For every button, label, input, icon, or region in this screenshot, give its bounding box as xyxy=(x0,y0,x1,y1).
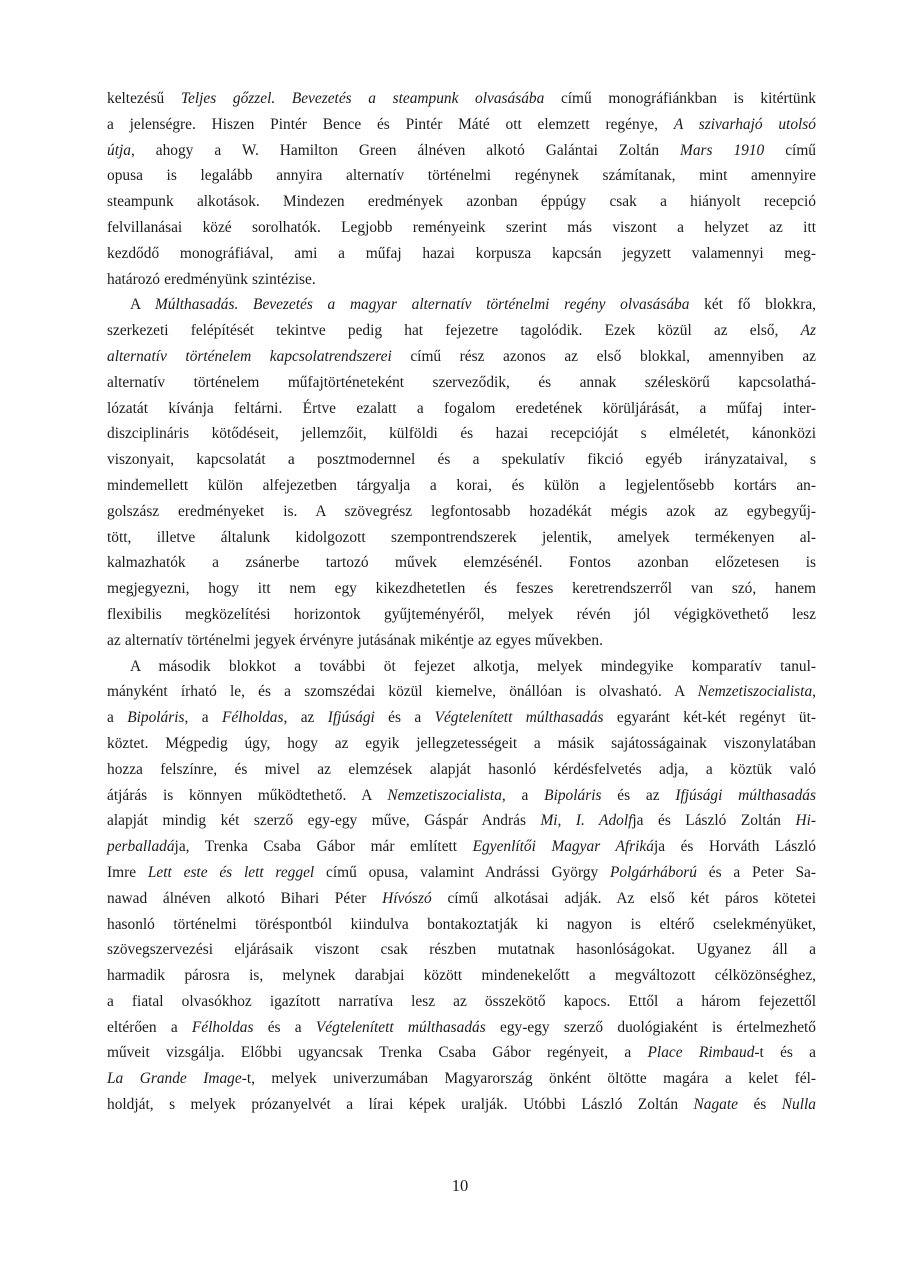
text-run: a jelenségre. Hiszen Pintér Bence és Pintér Máté ott elemzett regénye, xyxy=(107,115,674,133)
text-run: viszonyait, kapcsolatát a posztmodernnel és a spekulatív fikció egyéb irányzataival, s xyxy=(107,451,816,469)
text-line xyxy=(107,628,816,654)
italic-text-run: Bipoláris xyxy=(544,786,602,804)
italic-text-run: Mars 1910 xyxy=(680,141,765,159)
text-run: és xyxy=(738,1096,782,1114)
italic-text-run: Nemzetiszocialista xyxy=(387,786,502,804)
italic-text-run: Az xyxy=(800,322,816,340)
text-line xyxy=(107,602,816,628)
italic-text-run: Ifjúsági xyxy=(327,709,375,727)
text-run: alternatív történelem műfajtörténeteként szerveződik, és annak széleskörű kapcsolathá- xyxy=(107,373,816,391)
text-run: golszász eredményeket is. A szövegrész legfontosabb hozadékát mégis azok az egybegyűj- xyxy=(107,502,816,520)
text-run: hasonló történelmi töréspontból kiindulva bontakoztatják ki nagyon is eltérő cselekményüket, xyxy=(107,915,816,933)
italic-text-run: Mi, I. Adolf xyxy=(540,812,633,830)
text-run: tött, illetve általunk kidolgozott szempontrendszerek jelentik, amelyek termékenyen al- xyxy=(107,528,816,546)
text-run: szerkezeti felépítését tekintve pedig hat fejezetre tagolódik. Ezek közül az első, xyxy=(107,322,801,340)
text-line xyxy=(107,499,816,525)
text-line xyxy=(107,292,816,318)
text-run: műveit vizsgálja. Előbbi ugyancsak Trenka Csaba Gábor regényeit, a xyxy=(107,1044,648,1062)
text-line xyxy=(107,783,816,809)
text-run: megjegyezni, hogy itt nem egy kikezdhetetlen és feszes keretrendszerről van szó, hanem xyxy=(107,580,816,598)
text-run: egy-egy szerző duológiaként is értelmezhető xyxy=(485,1018,816,1036)
text-line xyxy=(107,344,816,370)
text-line xyxy=(107,1015,816,1041)
italic-text-run: Nemzetiszocialista xyxy=(697,683,813,701)
text-run: lózatát kívánja feltárni. Értve ezalatt a fogalom eredetének körüljárását, a műfaj inter- xyxy=(107,399,816,417)
text-run: ja és Horváth László xyxy=(653,838,816,856)
text-run: , a xyxy=(501,786,545,804)
italic-text-run: Félholdas xyxy=(221,709,284,727)
text-run: steampunk alkotások. Mindezen eredmények azonban éppúgy csak a hiányolt recepció xyxy=(107,193,816,211)
text-line xyxy=(107,757,816,783)
italic-text-run: Hívószó xyxy=(382,889,432,907)
italic-text-run: Bipoláris xyxy=(127,709,185,727)
text-run: egyaránt két-két regényt üt- xyxy=(603,709,816,727)
text-line xyxy=(107,525,816,551)
text-line xyxy=(107,1066,816,1092)
text-run: keltezésű xyxy=(107,90,181,107)
text-line xyxy=(107,860,816,886)
text-run: című rész azonos az első blokkal, amennyiben az xyxy=(391,347,816,365)
paragraph xyxy=(107,292,816,653)
text-line xyxy=(107,473,816,499)
text-run: határozó eredményünk szintézise. xyxy=(107,270,316,288)
italic-text-run: Félholdas xyxy=(191,1018,254,1036)
text-run: flexibilis megközelítési horizontok gyűjteményéről, melyek révén jól végigkövethető lesz xyxy=(107,605,816,623)
text-line xyxy=(107,267,816,293)
text-run: átjárás is könnyen működtethető. A xyxy=(107,786,388,804)
text-line xyxy=(107,834,816,860)
text-run: , xyxy=(812,683,816,701)
text-line xyxy=(107,963,816,989)
italic-text-run: Egyenlítői Magyar Afriká xyxy=(472,838,654,856)
text-line xyxy=(107,447,816,473)
text-run: nawad álnéven alkotó Bihari Péter xyxy=(107,889,383,907)
text-run: mányként írható le, és a szomszédai közül kiemelve, önállóan is olvasható. A xyxy=(107,683,698,701)
text-run: című monográfiánkban is kitértünk xyxy=(544,90,816,107)
text-run: és a xyxy=(374,709,435,727)
text-run: A xyxy=(130,296,155,314)
text-run: , a xyxy=(184,709,222,727)
italic-text-run: perballadá xyxy=(107,838,175,856)
text-line xyxy=(107,989,816,1015)
italic-text-run: Lett este és lett reggel xyxy=(147,863,315,881)
text-line xyxy=(107,705,816,731)
text-line xyxy=(107,937,816,963)
italic-text-run: La Grande Image xyxy=(107,1070,242,1088)
italic-text-run: Nulla xyxy=(781,1096,816,1114)
paragraph xyxy=(107,654,816,1118)
text-run: és a Peter Sa- xyxy=(696,863,816,881)
text-line xyxy=(107,138,816,164)
text-run: felvillanásai közé sorolhatók. Legjobb reményeink szerint más viszont a helyzet az itt xyxy=(107,218,816,236)
text-run: , az xyxy=(283,709,328,727)
text-run: diszciplináris kötődéseit, jellemzőit, külföldi és hazai recepcióját s elméletét, kánonközi xyxy=(107,425,816,443)
italic-text-run: Múlthasadás. Bevezetés a magyar alternatív történelmi regény olvasásába xyxy=(154,296,690,314)
text-run: a fiatal olvasókhoz igazított narratíva lesz az összekötő kapocs. Ettől a három fejezettől xyxy=(107,992,816,1010)
italic-text-run: Végtelenített múlthasadás xyxy=(315,1018,486,1036)
italic-text-run: Place Rimbaud xyxy=(647,1044,755,1062)
text-run: című xyxy=(764,141,816,159)
italic-text-run: A szivarhajó utolsó xyxy=(673,115,816,133)
italic-text-run: Teljes gőzzel. Bevezetés a steampunk olvasásába xyxy=(180,90,545,107)
text-line xyxy=(107,550,816,576)
text-run: mindemellett külön alfejezetben tárgyalja a korai, és külön a legjelentősebb kortárs an- xyxy=(107,476,816,494)
text-run: eltérően a xyxy=(107,1018,192,1036)
text-run: -t és a xyxy=(754,1044,817,1062)
italic-text-run: útja xyxy=(107,141,131,159)
text-run: és a xyxy=(253,1018,316,1036)
text-run: szövegszervezési eljárásaik viszont csak részben mutatnak hasonlóságokat. Ugyanez áll a xyxy=(107,941,816,959)
text-run: a xyxy=(107,709,128,727)
text-run: Imre xyxy=(107,863,148,881)
paragraph xyxy=(107,86,816,292)
text-run: A második blokkot a további öt fejezet alkotja, melyek mindegyike komparatív tanul- xyxy=(130,657,816,675)
text-run: harmadik párosra is, melynek darabjai között mindenekelőtt a megváltozott célközönséghez, xyxy=(107,967,816,985)
text-line xyxy=(107,886,816,912)
text-run: ja, Trenka Csaba Gábor már említett xyxy=(174,838,473,856)
text-line xyxy=(107,654,816,680)
text-block xyxy=(107,86,816,1118)
italic-text-run: Polgárháború xyxy=(610,863,697,881)
text-run: alapját mindig két szerző egy-egy műve, Gáspár András xyxy=(107,812,541,830)
text-line xyxy=(107,86,816,112)
text-line xyxy=(107,808,816,834)
text-run: című opusa, valamint Andrássi György xyxy=(314,863,611,881)
italic-text-run: Nagate xyxy=(693,1096,738,1114)
text-line xyxy=(107,1040,816,1066)
text-line xyxy=(107,679,816,705)
text-run: kezdődő monográfiával, ami a műfaj hazai korpusza kapcsán jegyzett valamennyi meg- xyxy=(107,244,816,262)
text-line xyxy=(107,912,816,938)
text-line xyxy=(107,163,816,189)
text-run: két fő blokkra, xyxy=(689,296,817,314)
text-line xyxy=(107,112,816,138)
text-run: és az xyxy=(601,786,676,804)
text-run: , ahogy a W. Hamilton Green álnéven alkotó Galántai Zoltán xyxy=(130,141,680,159)
text-line xyxy=(107,215,816,241)
text-run: köztet. Mégpedig úgy, hogy az egyik jellegzetességeit a másik sajátosságainak viszonylatában xyxy=(107,734,816,752)
italic-text-run: Végtelenített múlthasadás xyxy=(434,709,604,727)
text-line xyxy=(107,241,816,267)
text-line xyxy=(107,731,816,757)
italic-text-run: Ifjúsági múlthasadás xyxy=(675,786,816,804)
text-run: hozza felszínre, és mivel az elemzések alapját hasonló kérdésfelvetés adja, a köztük való xyxy=(107,760,816,778)
text-line xyxy=(107,318,816,344)
text-line xyxy=(107,370,816,396)
page-number: 10 xyxy=(451,1176,469,1195)
italic-text-run: Hi- xyxy=(795,812,817,830)
text-run: holdját, s melyek prózanyelvét a lírai képek uralják. Utóbbi László Zoltán xyxy=(107,1096,694,1114)
text-line xyxy=(107,1092,816,1118)
text-line xyxy=(107,421,816,447)
text-run: -t, melyek univerzumában Magyarország önként öltötte magára a kelet fél- xyxy=(241,1070,816,1088)
text-run: az alternatív történelmi jegyek érvényre jutásának mikéntje az egyes művekben. xyxy=(107,631,603,649)
text-run: című alkotásai adják. Az első két páros kötetei xyxy=(431,889,816,907)
italic-text-run: alternatív történelem kapcsolatrendszerei xyxy=(107,347,392,365)
text-run: kalmazhatók a zsánerbe tartozó művek elemzésénél. Fontos azonban előzetesen is xyxy=(107,554,816,572)
text-line xyxy=(107,396,816,422)
text-line xyxy=(107,189,816,215)
text-line xyxy=(107,576,816,602)
text-run: opusa is legalább annyira alternatív történelmi regénynek számítanak, mint amennyire xyxy=(107,167,816,185)
text-run: ja és László Zoltán xyxy=(632,812,796,830)
